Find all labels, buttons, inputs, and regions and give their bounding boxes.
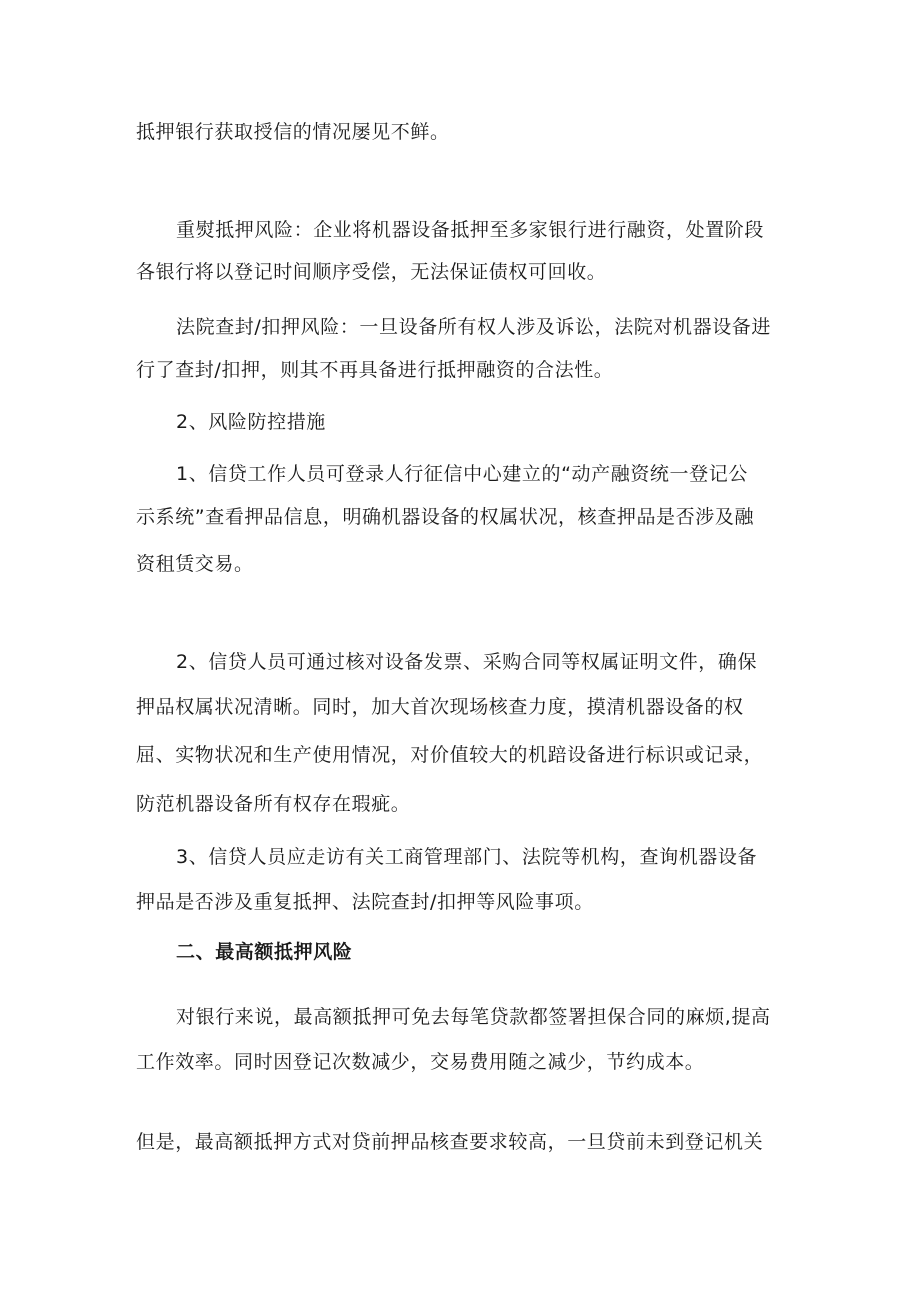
paragraph-line: 对银行来说，最高额抵押可免去每笔贷款都签署担保合同的麻烦,提高 bbox=[176, 1006, 771, 1028]
paragraph-line: 工作效率。同时因登记次数减少，交易费用随之减少，节约成本。 bbox=[136, 1051, 705, 1073]
paragraph-line: 资租赁交易。 bbox=[136, 553, 254, 575]
paragraph-line: 抵押银行获取授信的情况屡见不鲜。 bbox=[136, 121, 450, 143]
paragraph-line: 但是，最高额抵押方式对贷前押品核查要求较高，一旦贷前未到登记机关 bbox=[136, 1131, 764, 1153]
paragraph-line: 押品权属状况清晰。同时，加大首次现场核查力度，摸清机器设备的权 bbox=[136, 696, 744, 718]
paragraph-line: 1、信贷工作人员可登录人行征信中心建立的“动产融资统一登记公 bbox=[176, 463, 748, 485]
paragraph-line: 押品是否涉及重复抵押、法院查封/扣押等风险事项。 bbox=[136, 891, 594, 913]
paragraph-line: 屈、实物状况和生产使用情况，对价值较大的机踣设备进行标识或记录， bbox=[136, 744, 764, 766]
paragraph-line: 防范机器设备所有权存在瑕疵。 bbox=[136, 793, 411, 815]
paragraph-line: 示系统”查看押品信息，明确机器设备的权属状况，核查押品是否涉及融 bbox=[136, 506, 755, 528]
paragraph-line: 2、信贷人员可通过核对设备发票、采购合同等权属证明文件，确保 bbox=[176, 651, 758, 673]
section-subheading: 2、风险防控措施 bbox=[176, 411, 326, 433]
paragraph-line: 各银行将以登记时间顺序受偿，无法保证债权可回收。 bbox=[136, 261, 607, 283]
paragraph-line: 行了查封/扣押，则其不再具备进行抵押融资的合法性。 bbox=[136, 359, 614, 381]
section-heading: 二、最高额抵押风险 bbox=[176, 941, 353, 963]
paragraph-line: 法院查封/扣押风险：一旦设备所有权人涉及诉讼，法院对机器设备进 bbox=[176, 316, 772, 338]
paragraph-line: 3、信贷人员应走访有关工商管理部门、法院等机构，查询机器设备 bbox=[176, 846, 758, 868]
paragraph-line: 重熨抵押风险：企业将机器设备抵押至多家银行进行融资，处置阶段 bbox=[176, 219, 765, 241]
